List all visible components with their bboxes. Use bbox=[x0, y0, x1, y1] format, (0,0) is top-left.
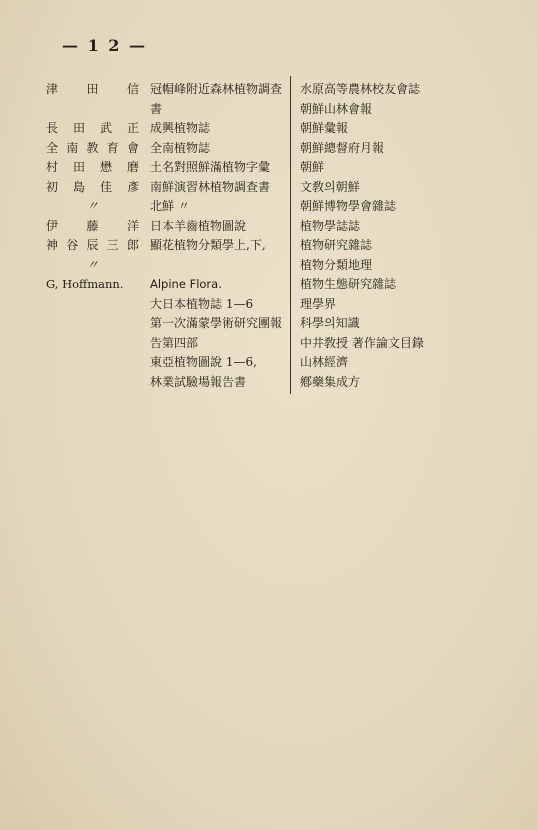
work-entry: 土名對照鮮滿植物字彙 bbox=[150, 160, 271, 174]
source-entry: 植物學誌誌 bbox=[300, 218, 361, 233]
work-entry: 東亞植物圖說 1—6, bbox=[150, 355, 257, 369]
work-entry: 冠帽峰附近森林植物調查 bbox=[150, 82, 283, 96]
source-entry: 鄕藥集成方 bbox=[300, 374, 361, 389]
page-number: — 1 2 — bbox=[62, 36, 147, 55]
work-entry: 第一次滿蒙學術研究團報 bbox=[150, 316, 283, 330]
work-entry: Alpine Flora. bbox=[150, 277, 222, 291]
work-entry: 北鮮 〃 bbox=[150, 199, 190, 213]
author-entry: G, Hoffmann. bbox=[46, 277, 124, 291]
source-entry: 中井敎授 著作論文目錄 bbox=[300, 335, 424, 350]
work-entry: 書 bbox=[150, 101, 163, 116]
work-column bbox=[150, 80, 288, 392]
work-entry: 大日本植物誌 1—6 bbox=[150, 296, 254, 311]
column-divider bbox=[290, 76, 291, 394]
work-entry bbox=[150, 256, 288, 276]
source-entry: 科學의知識 bbox=[300, 316, 360, 330]
author-ditto-mark: 〃 bbox=[86, 199, 100, 213]
author-entry: 伊藤洋 bbox=[46, 218, 140, 233]
source-entry: 朝鮮博物學會雜誌 bbox=[300, 199, 397, 213]
work-entry: 林業試驗場報告書 bbox=[150, 374, 247, 389]
source-entry: 文敎의朝鮮 bbox=[300, 179, 360, 194]
work-entry: 成興植物誌 bbox=[150, 121, 211, 135]
author-entry: 全南教育會 bbox=[46, 140, 140, 155]
source-entry: 山林經濟 bbox=[300, 355, 349, 369]
source-entry: 理學界 bbox=[300, 296, 337, 311]
work-entry: 顯花植物分類學上,下, bbox=[150, 238, 266, 252]
source-entry: 朝鮮總督府月報 bbox=[300, 140, 385, 155]
author-column bbox=[46, 80, 140, 295]
author-entry: 村田懋磨 bbox=[46, 160, 140, 174]
author-entry: 津 田 信 bbox=[46, 82, 140, 96]
author-ditto-mark: 〃 bbox=[86, 257, 100, 272]
author-entry: 長田武正 bbox=[46, 121, 140, 135]
source-entry: 朝鮮山林會報 bbox=[300, 101, 373, 116]
author-entry: 初島佳彥 bbox=[46, 179, 140, 194]
source-entry: 植物生態研究雜誌 bbox=[300, 277, 397, 291]
author-entry bbox=[46, 100, 140, 120]
work-entry: 南鮮演習林植物調查書 bbox=[150, 179, 271, 194]
author-entry: 神谷辰三郎 bbox=[46, 238, 140, 252]
source-column bbox=[300, 80, 440, 392]
work-entry: 日本羊齒植物圖說 bbox=[150, 218, 247, 233]
work-entry: 告第四部 bbox=[150, 335, 199, 350]
work-entry: 全南植物誌 bbox=[150, 140, 211, 155]
source-entry: 朝鮮彙報 bbox=[300, 121, 349, 135]
source-entry: 植物研究雜誌 bbox=[300, 238, 373, 252]
source-entry: 朝鮮 bbox=[300, 160, 325, 174]
source-entry: 植物分類地理 bbox=[300, 257, 373, 272]
source-entry: 水原高等農林校友會誌 bbox=[300, 82, 421, 96]
